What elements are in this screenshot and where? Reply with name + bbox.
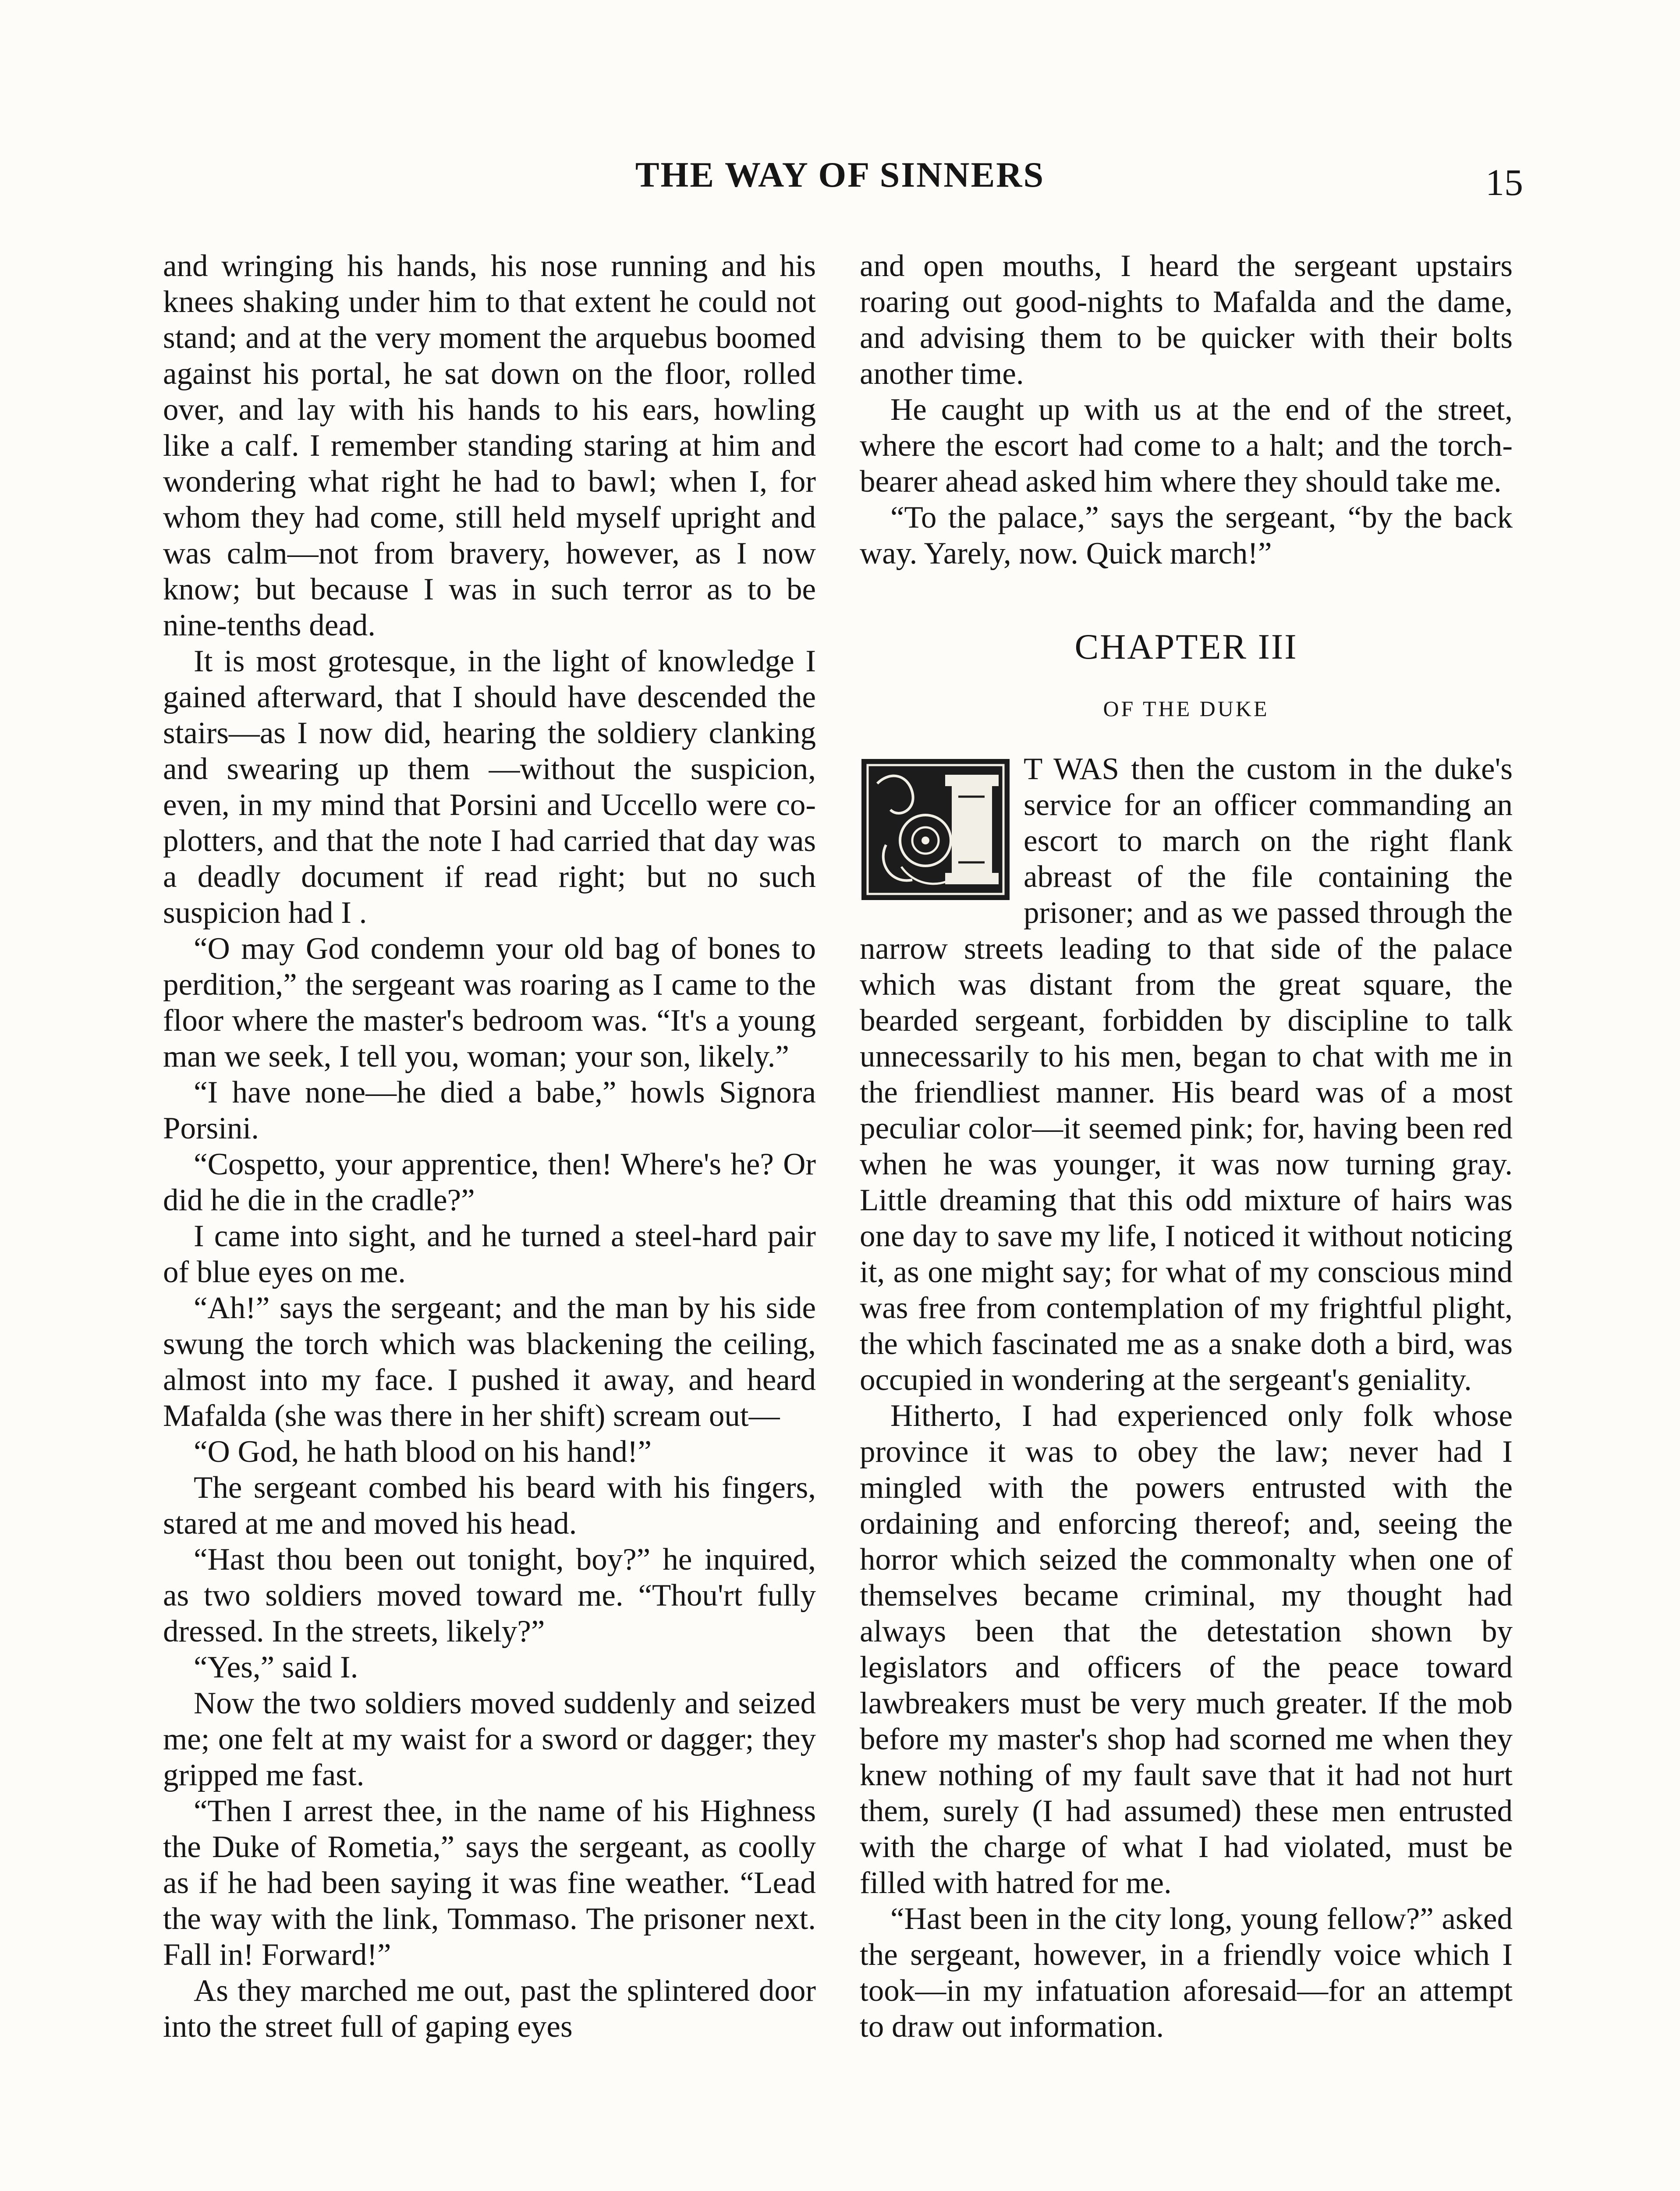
paragraph: “I have none—he died a babe,” howls Signora Porsini. (163, 1075, 816, 1145)
paragraph: He caught up with us at the end of the street, where the escort had come to a halt; and the torch-bearer ahead asked him where they should take me. (860, 393, 1513, 499)
page-number: 15 (1485, 161, 1523, 203)
paragraph: I came into sight, and he turned a steel-hard pair of blue eyes on me. (163, 1219, 816, 1289)
chapter-opening-text: T WAS then the custom in the duke's service for an officer commanding an escort to march on the right flank abreast of the file containing the prisoner; and as we passed through the narrow streets leading to that side of the palace which was distant from the great square, the bearded sergeant, forbidden by discipline to talk unnecessarily to his men, began to chat with me in the friendliest manner. His beard was of a most peculiar color—it seemed pink; for, having been red when he was younger, it was now turning gray. Little dreaming that this odd mixture of hairs was one day to save my life, I noticed it without noticing it, as one might say; for what of my conscious mind was free from contemplation of my frightful plight, the which fascinated me as a snake doth a bird, was occupied in wondering at the sergeant's geniality. (860, 752, 1513, 1397)
chapter-title: CHAPTER III (1074, 627, 1298, 667)
paragraph: “O God, he hath blood on his hand!” (194, 1435, 652, 1469)
paragraph: “Hast been in the city long, young fellow?” asked the sergeant, however, in a friendly voice which I took—in my infatuation aforesaid—for an attempt to draw out information. (860, 1902, 1513, 2044)
running-title: THE WAY OF SINNERS (635, 155, 1045, 195)
paragraph: “To the palace,” says the sergeant, “by the back way. Yarely, now. Quick march!” (860, 500, 1513, 571)
left-column (163, 248, 816, 2045)
paragraph: It is most grotesque, in the light of knowledge I gained afterward, that I should have descended the stairs—as I now did, hearing the soldiery clanking and swearing up them —without the suspicion, even, in my mind that Porsini and Uccello were co-plotters, and that the note I had carried that day was a deadly document if read right; but no such suspicion had I . (163, 644, 816, 930)
paragraph: “Ah!” says the sergeant; and the man by his side swung the torch which was blackening the ceiling, almost into my face. I pushed it away, and heard Mafalda (she was there in her shift) scream out— (163, 1291, 816, 1433)
paragraph: The sergeant combed his beard with his fingers, stared at me and moved his head. (163, 1471, 816, 1541)
paragraph: and open mouths, I heard the sergeant upstairs roaring out good-nights to Mafalda and the dame, and advising them to be quicker with their bolts another time. (860, 249, 1513, 391)
ornamental-dropcap-icon (860, 757, 1011, 902)
paragraph: “Hast thou been out tonight, boy?” he inquired, as two soldiers moved toward me. “Thou'rt fully dressed. In the streets, likely?” (163, 1542, 816, 1649)
chapter-subtitle: OF THE DUKE (1103, 696, 1269, 721)
paragraph: Hitherto, I had experienced only folk whose province it was to obey the law; never had I mingled with the powers entrusted with the ordaining and enforcing thereof; and, seeing the horror which seized the commonalty when one of themselves became criminal, my thought had always been that the detestation shown by legislators and officers of the peace toward lawbreakers must be very much greater. If the mob before my master's shop had scorned me when they knew nothing of my fault save that it had not hurt them, surely (I had assumed) these men entrusted with the charge of what I had violated, must be filled with hatred for me. (860, 1399, 1513, 1900)
paragraph: “O may God condemn your old bag of bones to perdition,” the sergeant was roaring as I came to the floor where the master's bedroom was. “It's a young man we seek, I tell you, woman; your son, likely.” (163, 932, 816, 1074)
paragraph: “Cospetto, your apprentice, then! Where's he? Or did he die in the cradle?” (163, 1147, 816, 1217)
paragraph: “Then I arrest thee, in the name of his Highness the Duke of Rometia,” says the sergeant, as coolly as if he had been saying it was fine weather. “Lead the way with the link, Tommaso. The prisoner next. Fall in! Forward!” (163, 1794, 816, 1972)
paragraph: Now the two soldiers moved suddenly and seized me; one felt at my waist for a sword or dagger; they gripped me fast. (163, 1686, 816, 1792)
chapter-opening-paragraph (860, 751, 1513, 1398)
paragraph: “Yes,” said I. (194, 1650, 358, 1684)
right-column (860, 248, 1513, 2045)
paragraph: As they marched me out, past the splintered door into the street full of gaping eyes (163, 1974, 816, 2044)
paragraph: and wringing his hands, his nose running and his knees shaking under him to that extent he could not stand; and at the very moment the arquebus boomed against his portal, he sat down on the floor, rolled over, and lay with his hands to his ears, howling like a calf. I remember standing staring at him and wondering what right he had to bawl; when I, for whom they had come, still held myself upright and was calm—not from bravery, however, as I now know; but because I was in such terror as to be nine-tenths dead. (163, 249, 816, 642)
